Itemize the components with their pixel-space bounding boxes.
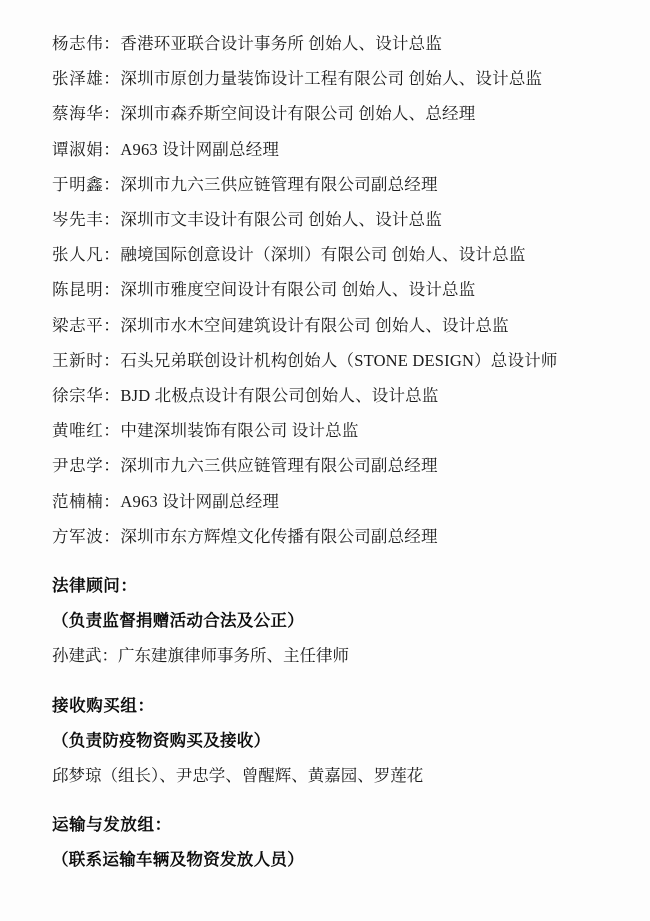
- roster-detail: 深圳市水木空间建筑设计有限公司 创始人、设计总监: [120, 315, 509, 335]
- roster-line: [52, 343, 612, 378]
- spacer: [52, 793, 612, 799]
- roster-detail: 石头兄弟联创设计机构创始人（STONE DESIGN）总设计师: [120, 350, 558, 370]
- roster-name: 梁志平：: [52, 315, 121, 335]
- roster-detail: 深圳市雅度空间设计有限公司 创始人、设计总监: [120, 280, 476, 300]
- roster-name: 岑先丰：: [52, 210, 121, 230]
- roster-line: [52, 448, 612, 483]
- roster-name: 黄唯红：: [52, 421, 121, 441]
- roster-name: 王新时：: [52, 350, 121, 370]
- roster-name: 尹忠学：: [52, 456, 121, 476]
- roster-name: 杨志伟：: [52, 34, 121, 53]
- roster-detail: 深圳市东方辉煌文化传播有限公司副总经理: [120, 526, 438, 546]
- roster-detail: BJD 北极点设计有限公司创始人、设计总监: [120, 386, 439, 406]
- roster-detail: 深圳市森乔斯空间设计有限公司 创始人、总经理: [120, 104, 476, 124]
- roster-name: 谭淑娟：: [52, 139, 121, 159]
- section-entry-legal: 孙建武：广东建旗律师事务所、主任律师: [52, 646, 349, 666]
- roster-name: 范楠楠：: [52, 491, 121, 511]
- roster-detail: 融境国际创意设计（深圳）有限公司 创始人、设计总监: [120, 245, 526, 265]
- section-note-purchase: （负责防疫物资购买及接收）: [52, 730, 271, 750]
- roster-name: 方军波：: [52, 526, 121, 546]
- roster-line: [52, 378, 612, 413]
- section-note-transport: （联系运输车辆及物资发放人员）: [52, 850, 304, 870]
- roster-line: [52, 26, 612, 61]
- spacer: [52, 554, 612, 560]
- roster-line: [52, 519, 612, 554]
- roster-name: 于明鑫：: [52, 174, 121, 194]
- section-heading-purchase: 接收购买组：: [52, 695, 155, 715]
- roster-detail: 深圳市原创力量装饰设计工程有限公司 创始人、设计总监: [120, 69, 543, 89]
- roster-line: [52, 202, 612, 237]
- roster-line: [52, 413, 612, 448]
- section-heading-transport: 运输与发放组：: [52, 815, 172, 835]
- spacer: [52, 674, 612, 680]
- roster-line: [52, 132, 612, 167]
- roster-detail: A963 设计网副总经理: [120, 139, 280, 159]
- section-heading-legal: 法律顾问：: [52, 576, 138, 596]
- roster-line: [52, 308, 612, 343]
- roster-line: [52, 96, 612, 131]
- roster-name: 蔡海华：: [52, 104, 121, 124]
- roster-name: 陈昆明：: [52, 280, 121, 300]
- roster-detail: 中建深圳装饰有限公司 设计总监: [120, 421, 359, 441]
- roster-detail: A963 设计网副总经理: [120, 491, 280, 511]
- roster-line: [52, 167, 612, 202]
- document-body: [52, 26, 612, 878]
- roster-line: [52, 61, 612, 96]
- roster-detail: 深圳市九六三供应链管理有限公司副总经理: [120, 174, 438, 194]
- roster-detail: 香港环亚联合设计事务所 创始人、设计总监: [120, 34, 443, 53]
- roster-name: 徐宗华：: [52, 386, 121, 406]
- roster-line: [52, 237, 612, 272]
- roster-name: 张人凡：: [52, 245, 121, 265]
- roster-detail: 深圳市文丰设计有限公司 创始人、设计总监: [120, 210, 443, 230]
- roster-name: 张泽雄：: [52, 69, 121, 89]
- roster-line: [52, 484, 612, 519]
- section-entry-purchase: 邱梦琼（组长）、尹忠学、曾醒辉、黄嘉园、罗莲花: [52, 766, 424, 786]
- roster-line: [52, 272, 612, 307]
- roster-detail: 深圳市九六三供应链管理有限公司副总经理: [120, 456, 438, 476]
- section-note-legal: （负责监督捐赠活动合法及公正）: [52, 611, 304, 631]
